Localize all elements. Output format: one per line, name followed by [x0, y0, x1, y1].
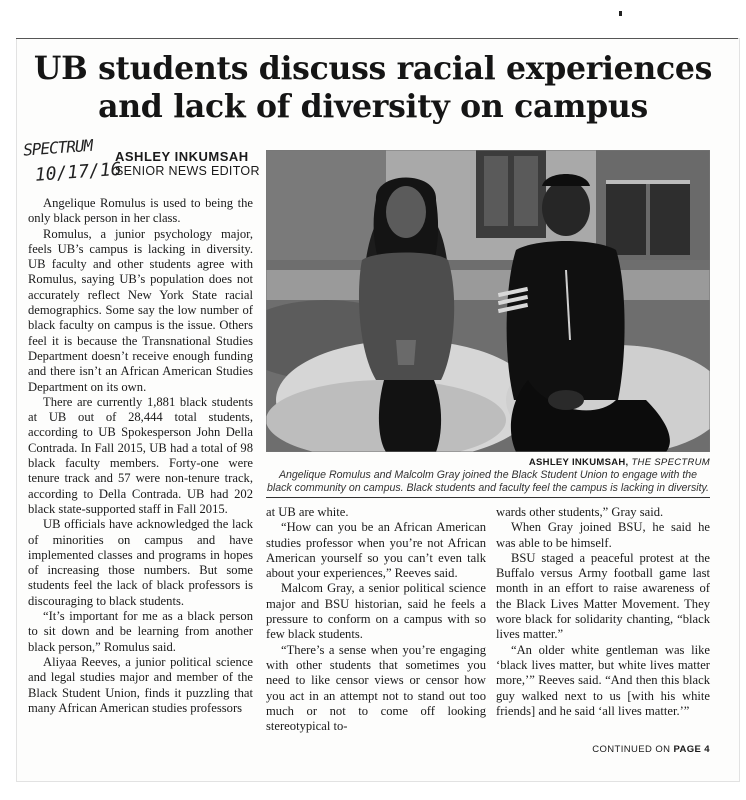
paragraph: There are currently 1,881 black students at UB out of 28,444 total students, according to UB Spokesperson John Della Contrada. In Fall 2015, UB had a total of 98 black faculty members. Forty-one were tenure track and 57 were non-tenure track, according to Della Contrada. UB had 202 black state-supported staff in Fall 2015.	[28, 394, 253, 516]
paragraph: wards other students,” Gray said.	[496, 505, 664, 519]
headline	[20, 50, 726, 126]
photo-credit-name: ASHLEY INKUMSAH,	[528, 457, 629, 468]
handwritten-source: SPECTRUM	[22, 135, 93, 160]
article-photo	[266, 150, 710, 452]
paragraph: “An older white gentleman was like ‘black lives matter, but white lives matter more,’” Reeves said. “And then this black guy walked next to us [with his white friends] and he said ‘all lives matter.’”	[496, 642, 710, 718]
photo-credit	[529, 457, 710, 468]
headline-line-1: UB students discuss racial experiences	[33, 50, 713, 87]
photo-illustration	[266, 150, 710, 452]
paragraph: “It’s important for me as a black person to sit down and be learning from another black person,” Romulus said.	[28, 609, 253, 654]
paragraph: “There’s a sense when you’re engaging with other students that sometimes you need to like censor views or censor how you act in an attempt not to stand out too much or not to come off looking stereotypical to-	[266, 642, 486, 734]
paragraph: BSU staged a peaceful protest at the Buffalo versus Army football game last month in an effort to raise awareness of the Black Lives Matter Movement. They wore black for solidarity chanting, “black lives matter.”	[496, 550, 710, 642]
article-column-1	[28, 196, 253, 716]
continued-notice	[592, 744, 710, 755]
handwritten-date: 10/17/16	[34, 158, 123, 186]
paragraph: Aliyaa Reeves, a junior political science and legal studies major and member of the Black Student Union, finds it puzzling that many African American studies professors	[28, 654, 253, 715]
byline-author: ASHLEY INKUMSAH	[115, 149, 249, 164]
paragraph: Angelique Romulus is used to being the only black person in her class.	[28, 196, 253, 226]
scan-speck	[619, 11, 622, 16]
paragraph: Romulus, a junior psychology major, feels UB’s campus is lacking in diversity. UB faculty and other students agree with Romulus, saying UB’s population does not accurately reflect New York State racial demographics. Some say the low number of black faculty on campus is the issue. Others feel it is because the Transnational Studies Department doesn’t receive enough funding and there isn’t an African American Studies Department on its own.	[28, 226, 253, 394]
paragraph: at UB are white.	[266, 505, 349, 519]
photo-credit-org: THE SPECTRUM	[631, 457, 710, 468]
paragraph: “How can you be an African American studies professor when you’re not African American yourself so you can’t even talk about your experiences,” Reeves said.	[266, 520, 486, 581]
paragraph: Malcom Gray, a senior political science major and BSU historian, said he feels a pressure to conform on a campus with so few black students.	[266, 581, 486, 642]
continued-page: PAGE 4	[673, 744, 710, 755]
headline-line-2: and lack of diversity on campus	[98, 88, 648, 125]
paragraph: When Gray joined BSU, he said he was able to be himself.	[496, 520, 710, 550]
continued-prefix: CONTINUED ON	[592, 744, 671, 755]
page-top-rule	[16, 38, 738, 39]
article-column-3	[496, 505, 710, 719]
byline-title: SENIOR NEWS EDITOR	[115, 164, 260, 178]
article-column-2	[266, 505, 486, 734]
photo-caption: Angelique Romulus and Malcolm Gray joined the Black Student Union to engage with the black community on campus. Black students and faculty feel the campus is lacking in diversity.	[266, 469, 710, 498]
paragraph: UB officials have acknowledged the lack of minorities on campus and have implemented classes and programs in hopes of increasing those numbers. But some students feel the lack of black professors is discouraging to black students.	[28, 517, 253, 608]
